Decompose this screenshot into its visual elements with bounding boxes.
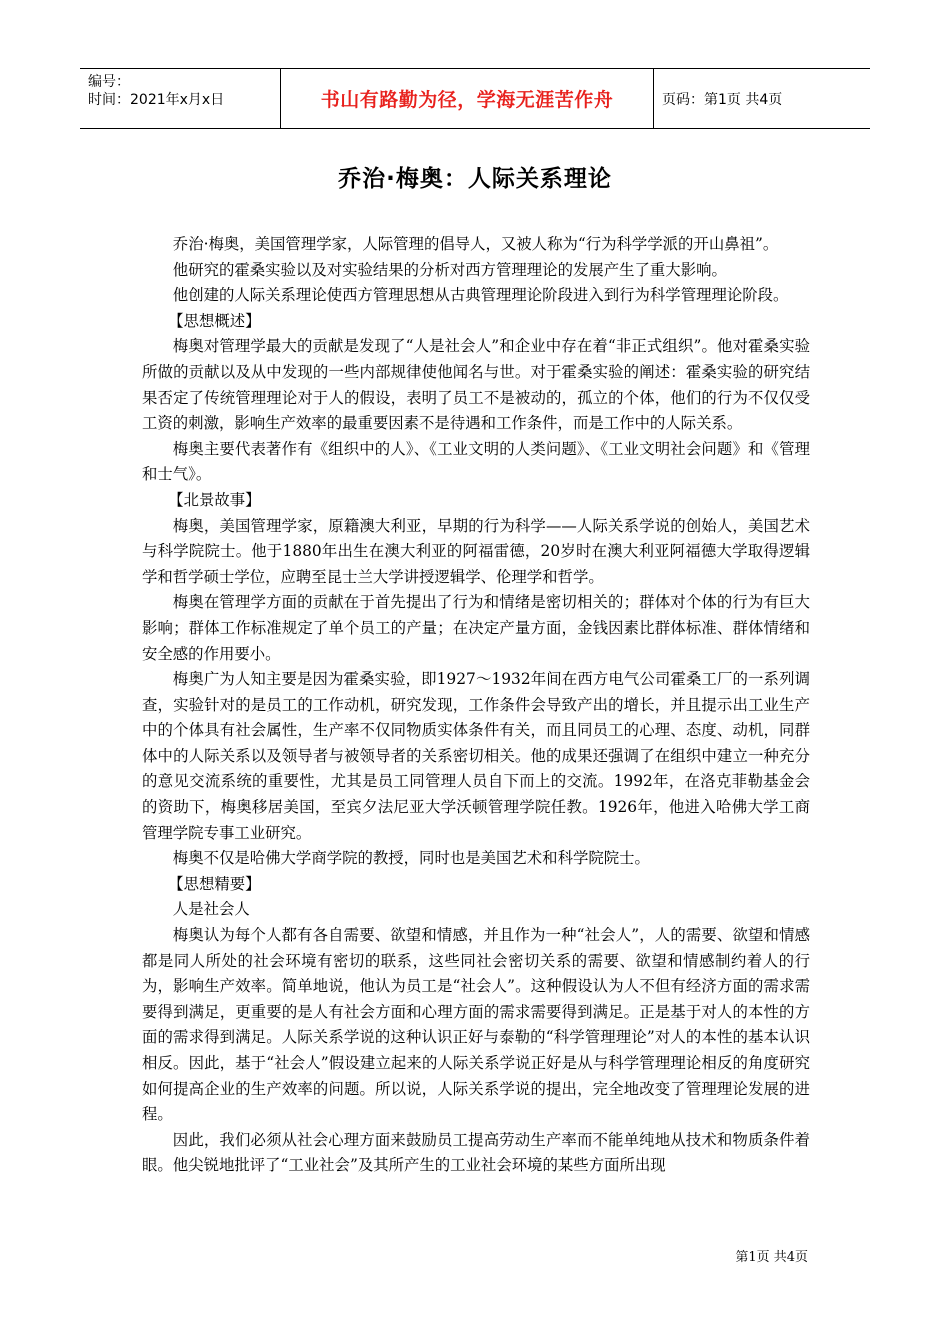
subheading: 人是社会人 [172,900,250,919]
paragraph: 梅奥主要代表著作有《组织中的人》、《工业文明的人类问题》、《工业文明社会问题》和《管理和士气》。 [142,439,810,484]
section-heading: 【思想概述】 [168,311,261,330]
paragraph: 他创建的人际关系理论使西方管理思想从古典管理理论阶段进入到行为科学管理理论阶段。 [172,286,789,305]
paragraph: 梅奥不仅是哈佛大学商学院的教授，同时也是美国艺术和科学院院士。 [172,849,650,868]
document-title: 乔治·梅奥：人际关系理论 [338,166,612,192]
header-page-code-cell [654,69,870,128]
paragraph: 梅奥广为人知主要是因为霍桑实验，即1927～1932年间在西方电气公司霍桑工厂的一系列调查，实验针对的是员工的工作动机，研究发现，工作条件会导致产出的增长，并且提示出工业生产中的个体具有社会属性，生产率不仅同物质实体条件有关，而且同员工的心理、态度、动机，同群体中的人际关系以及领导者与被领导者的关系密切相关。他的成果还强调了在组织中建立一种充分的意见交流系统的重要性，尤其是员工同管理人员自下而上的交流。1992年，在洛克菲勒基金会的资助下，梅奥移居美国，至宾夕法尼亚大学沃顿管理学院任教。1926年，他进入哈佛大学工商管理学院专事工业研究。 [142,670,810,842]
paragraph: 梅奥在管理学方面的贡献在于首先提出了行为和情绪是密切相关的；群体对个体的行为有巨大影响；群体工作标准规定了单个员工的产量；在决定产量方面，金钱因素比群体标准、群体情绪和安全感的作用要小。 [142,593,810,663]
header-motto: 书山有路勤为径，学海无涯苦作舟 [320,89,614,111]
paragraph: 梅奥认为每个人都有各自需要、欲望和情感，并且作为一种“社会人”，人的需要、欲望和情感都是同人所处的社会环境有密切的联系，这些同社会密切关系的需要、欲望和情感制约着人的行为，影响生产效率。简单地说，他认为员工是“社会人”。这种假设认为人不但有经济方面的需求需要得到满足，更重要的是人有社会方面和心理方面的需求需要得到满足。正是基于对人的本性的方面的需求得到满足。人际关系学说的这种认识正好与泰勒的“科学管理理论”对人的本性的基本认识相反。因此，基于“社会人”假设建立起来的人际关系学说正好是从与科学管理理论相反的角度研究如何提高企业的生产效率的问题。所以说，人际关系学说的提出，完全地改变了管理理论发展的进程。 [142,926,810,1124]
document-date: 时间：2021年x月x日 [88,92,225,108]
paragraph: 梅奥，美国管理学家，原籍澳大利亚，早期的行为科学——人际关系学说的创始人，美国艺术与科学院院士。他于1880年出生在澳大利亚的阿福雷德，20岁时在澳大利亚阿福德大学取得逻辑学和哲学硕士学位，应聘至昆士兰大学讲授逻辑学、伦理学和哲学。 [142,516,810,586]
paragraph: 梅奥对管理学最大的贡献是发现了“人是社会人”和企业中存在着“非正式组织”。他对霍桑实验所做的贡献以及从中发现的一些内部规律使他闻名与世。对于霍桑实验的阐述：霍桑实验的研究结果否定了传统管理理论对于人的假设，表明了员工不是被动的，孤立的个体，他们的行为不仅仅受工资的刺激，影响生产效率的最重要因素不是待遇和工作条件，而是工作中的人际关系。 [142,337,810,433]
page-footer: 第1页 共4页 [735,1250,808,1265]
header-motto-cell [281,69,654,128]
header-meta [80,69,281,128]
paragraph: 因此，我们必须从社会心理方面来鼓励员工提高劳动生产率而不能单纯地从技术和物质条件着眼。他尖锐地批评了“工业社会”及其所产生的工业社会环境的某些方面所出现 [142,1130,810,1175]
section-heading: 【北景故事】 [168,490,261,509]
header-page-code: 页码：第1页 共4页 [662,91,783,108]
document-number-label: 编号： [88,74,130,90]
document-body [142,232,810,1179]
paragraph: 乔治·梅奥，美国管理学家，人际管理的倡导人，又被人称为“行为科学学派的开山鼻祖”。 [172,235,779,253]
page-header [80,68,870,129]
section-heading: 【思想精要】 [168,874,261,893]
paragraph: 他研究的霍桑实验以及对实验结果的分析对西方管理理论的发展产生了重大影响。 [172,260,727,279]
